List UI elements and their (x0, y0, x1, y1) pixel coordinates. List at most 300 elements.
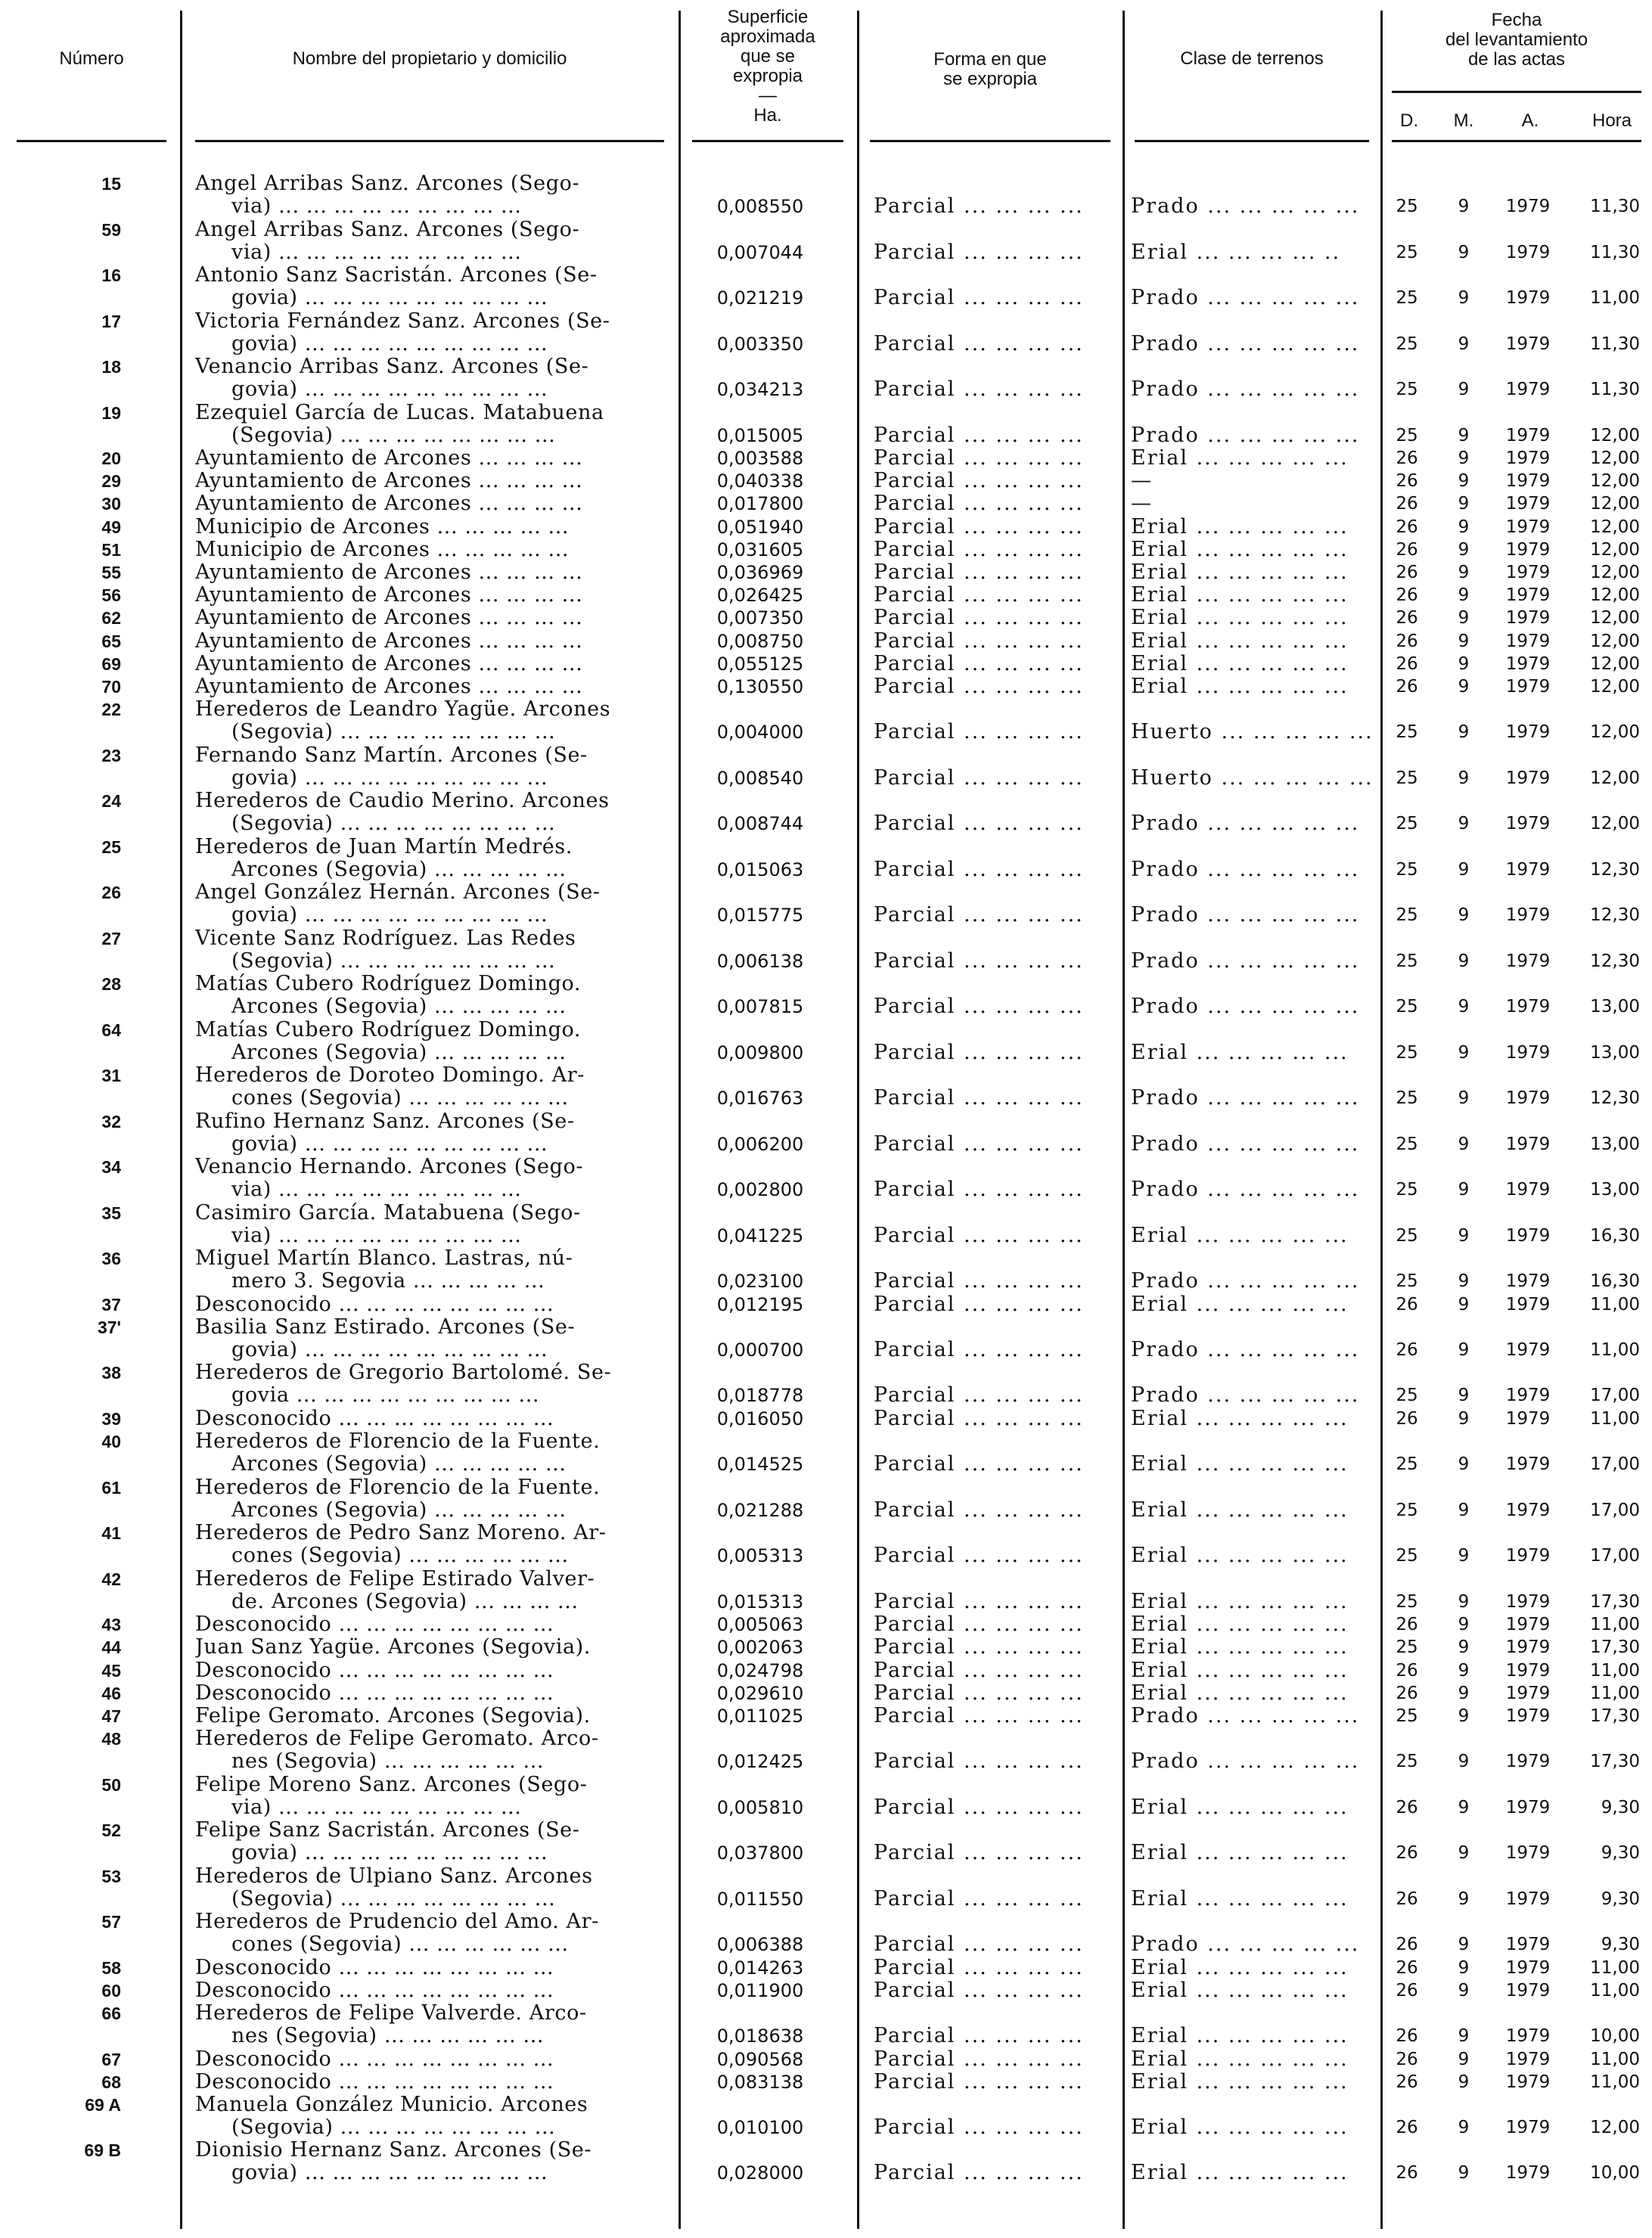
owner-name-line: Venancio Arribas Sanz. Arcones (Se- (195, 355, 589, 378)
owner-address-line: (Segovia) ... ... ... ... ... ... ... ... (231, 423, 556, 447)
table-row (0, 1705, 1652, 1727)
surface-value: 0,005063 (716, 1614, 804, 1636)
owner-address-line: govia) ... ... ... ... ... ... ... ... ... (231, 903, 548, 927)
surface-value: 0,002800 (716, 1179, 804, 1201)
date-year: 1979 (1505, 2163, 1551, 2184)
owner-name-line: Angel Arribas Sanz. Arcones (Sego- (195, 218, 580, 241)
time-hour: 9,30 (1601, 1935, 1640, 1955)
date-year: 1979 (1505, 951, 1551, 971)
owner-name (195, 1568, 672, 1613)
date-month: 9 (1458, 585, 1470, 606)
header-forma-line: Forma en que (933, 49, 1047, 70)
surface-value: 0,031605 (716, 539, 804, 560)
time-hour: 12,00 (1590, 471, 1640, 492)
date-month: 9 (1458, 631, 1470, 651)
date-month: 9 (1458, 814, 1470, 834)
date-month: 9 (1458, 1843, 1470, 1864)
table-row (0, 561, 1652, 584)
expropiation-form: Parcial ... ... ... ... (874, 2161, 1084, 2185)
owner-address-line: via) ... ... ... ... ... ... ... ... ... (231, 194, 522, 218)
table-row (0, 470, 1652, 492)
row-number: 67 (101, 2049, 121, 2069)
header-fecha-line: del levantamiento (1445, 29, 1588, 50)
surface-value: 0,018778 (716, 1385, 804, 1407)
date-day: 25 (1396, 1591, 1418, 1612)
row-number: 29 (101, 471, 121, 492)
expropiation-form: Parcial ... ... ... ... (874, 1040, 1084, 1064)
row-number: 51 (101, 539, 121, 560)
surface-value: 0,008744 (716, 813, 804, 835)
date-day: 26 (1396, 1294, 1418, 1315)
owner-name-line: Desconocido ... ... ... ... ... ... ... ... (195, 1956, 554, 1979)
expropiation-form: Parcial ... ... ... ... (874, 492, 1084, 516)
time-hour: 11,00 (1590, 1408, 1640, 1429)
time-hour: 17,30 (1590, 1706, 1640, 1726)
table-row (0, 1911, 1652, 1956)
expropiation-form: Parcial ... ... ... ... (874, 1086, 1084, 1110)
table-row (0, 2002, 1652, 2047)
owner-name (195, 1156, 672, 1201)
date-day: 26 (1396, 1339, 1418, 1360)
owner-name (195, 561, 672, 584)
time-hour: 17,30 (1590, 1591, 1640, 1612)
owner-name (195, 172, 672, 218)
date-month: 9 (1458, 1134, 1470, 1154)
expropiation-form: Parcial ... ... ... ... (874, 331, 1084, 355)
expropiation-form: Parcial ... ... ... ... (874, 1795, 1084, 1819)
surface-value: 0,041225 (716, 1225, 804, 1246)
owner-name-line: Herederos de Florencio de la Fuente. (195, 1476, 601, 1499)
table-row (0, 1727, 1652, 1773)
date-year: 1979 (1505, 722, 1551, 743)
owner-address-line: nes (Segovia) ... ... ... ... ... ... (231, 2024, 545, 2047)
expropiation-form: Parcial ... ... ... ... (874, 423, 1084, 447)
table-row (0, 2094, 1652, 2139)
time-hour: 11,00 (1590, 1980, 1640, 2001)
row-number: 69 A (85, 2094, 121, 2115)
surface-value: 0,003350 (716, 333, 804, 355)
owner-name-line: Ayuntamiento de Arcones ... ... ... ... (195, 675, 583, 698)
owner-name (195, 1659, 672, 1682)
date-year: 1979 (1505, 1935, 1551, 1955)
date-day: 25 (1396, 1637, 1418, 1658)
expropiation-form: Parcial ... ... ... ... (874, 812, 1084, 836)
owner-address-line: via) ... ... ... ... ... ... ... ... ... (231, 240, 522, 264)
table-row (0, 1819, 1652, 1864)
date-month: 9 (1458, 425, 1470, 445)
expropiation-form: Parcial ... ... ... ... (874, 629, 1084, 653)
surface-value: 0,021288 (716, 1499, 804, 1521)
date-day: 26 (1396, 2163, 1418, 2184)
table-row (0, 447, 1652, 470)
table-row (0, 1979, 1652, 2002)
owner-name-line: Angel Arribas Sanz. Arcones (Sego- (195, 172, 580, 195)
date-year: 1979 (1505, 608, 1551, 629)
surface-value: 0,015005 (716, 424, 804, 446)
time-hour: 12,00 (1590, 814, 1640, 834)
row-number: 24 (101, 791, 121, 812)
date-month: 9 (1458, 197, 1470, 216)
owner-name (195, 2048, 672, 2071)
owner-name-line: Felipe Sanz Sacristán. Arcones (Se- (195, 1819, 580, 1842)
date-year: 1979 (1505, 2117, 1551, 2137)
time-hour: 13,00 (1590, 997, 1640, 1017)
table-row (0, 1156, 1652, 1201)
land-class: Prado ... ... ... ... ... (1131, 1337, 1360, 1361)
date-year: 1979 (1505, 1408, 1551, 1429)
owner-name (195, 1247, 672, 1293)
owner-address-line: via) ... ... ... ... ... ... ... ... ... (231, 1795, 522, 1819)
surface-value: 0,010100 (716, 2116, 804, 2138)
date-month: 9 (1458, 517, 1470, 537)
date-day: 26 (1396, 2072, 1418, 2092)
owner-name (195, 630, 672, 653)
owner-name (195, 1613, 672, 1636)
date-year: 1979 (1505, 2026, 1551, 2046)
owner-name (195, 1865, 672, 1911)
date-day: 25 (1396, 859, 1418, 880)
date-month: 9 (1458, 1980, 1470, 2001)
time-hour: 17,30 (1590, 1752, 1640, 1772)
owner-name (195, 2094, 672, 2139)
date-year: 1979 (1505, 1660, 1551, 1681)
row-number: 31 (101, 1066, 121, 1086)
header-underline (1392, 140, 1641, 142)
date-day: 25 (1396, 997, 1418, 1017)
owner-name-line: Manuela González Municio. Arcones (195, 2093, 588, 2116)
surface-value: 0,006200 (716, 1133, 804, 1155)
land-class: Erial ... ... ... ... ... (1131, 1613, 1349, 1637)
row-number: 55 (101, 563, 121, 582)
row-number: 36 (101, 1249, 121, 1269)
time-hour: 9,30 (1601, 1797, 1640, 1817)
surface-value: 0,017800 (716, 493, 804, 515)
land-class: Erial ... ... ... ... ... (1131, 606, 1349, 630)
date-year: 1979 (1505, 517, 1551, 537)
land-class: Erial ... ... ... ... ... (1131, 1292, 1349, 1316)
time-hour: 12,00 (1590, 631, 1640, 651)
land-class: Erial ... ... ... ... ... (1131, 1452, 1349, 1476)
date-year: 1979 (1505, 334, 1551, 354)
owner-name (195, 1316, 672, 1361)
date-day: 26 (1396, 1660, 1418, 1681)
owner-name (195, 447, 672, 470)
surface-value: 0,015775 (716, 905, 804, 927)
row-number: 40 (101, 1432, 121, 1452)
date-month: 9 (1458, 2163, 1470, 2184)
time-hour: 17,30 (1590, 1637, 1640, 1658)
surface-value: 0,018638 (716, 2025, 804, 2047)
owner-address-line: govia) ... ... ... ... ... ... ... ... ... (231, 1841, 548, 1865)
date-year: 1979 (1505, 288, 1551, 308)
date-day: 25 (1396, 1546, 1418, 1566)
date-day: 25 (1396, 1454, 1418, 1475)
date-day: 26 (1396, 631, 1418, 651)
date-year: 1979 (1505, 2049, 1551, 2069)
date-month: 9 (1458, 334, 1470, 354)
time-hour: 13,00 (1590, 1042, 1640, 1063)
owner-name (195, 539, 672, 561)
owner-name (195, 402, 672, 447)
owner-address-line: nes (Segovia) ... ... ... ... ... ... (231, 1749, 545, 1774)
owner-address-line: Arcones (Segovia) ... ... ... ... ... (231, 1040, 567, 1064)
date-month: 9 (1458, 563, 1470, 582)
owner-name-line: Desconocido ... ... ... ... ... ... ... ... (195, 1407, 554, 1430)
surface-value: 0,005313 (716, 1545, 804, 1567)
land-class: Erial ... ... ... ... ... (1131, 2161, 1349, 2185)
time-hour: 13,00 (1590, 1134, 1640, 1154)
surface-value: 0,007350 (716, 607, 804, 629)
surface-value: 0,009800 (716, 1041, 804, 1063)
expropiation-form: Parcial ... ... ... ... (874, 469, 1084, 493)
expropiation-form: Parcial ... ... ... ... (874, 903, 1084, 927)
date-month: 9 (1458, 1386, 1470, 1406)
land-class: Prado ... ... ... ... ... (1131, 1086, 1360, 1110)
date-month: 9 (1458, 2072, 1470, 2092)
table-row (0, 172, 1652, 218)
date-day: 26 (1396, 471, 1418, 492)
owner-name (195, 1408, 672, 1430)
row-number: 59 (101, 219, 121, 240)
date-year: 1979 (1505, 1591, 1551, 1612)
expropiation-form: Parcial ... ... ... ... (874, 948, 1084, 973)
land-class: Erial ... ... ... ... ... (1131, 1635, 1349, 1659)
land-class: Erial ... ... ... ... ... (1131, 1544, 1349, 1568)
surface-value: 0,028000 (716, 2162, 804, 2184)
date-year: 1979 (1505, 242, 1551, 262)
date-day: 25 (1396, 425, 1418, 445)
row-number: 35 (101, 1203, 121, 1223)
owner-name-line: Desconocido ... ... ... ... ... ... ... ... (195, 2047, 554, 2071)
row-number: 43 (101, 1615, 121, 1635)
date-year: 1979 (1505, 425, 1551, 445)
date-day: 26 (1396, 1843, 1418, 1864)
row-number: 58 (101, 1957, 121, 1978)
date-month: 9 (1458, 951, 1470, 971)
row-number: 16 (101, 265, 121, 285)
land-class: Erial ... ... ... ... ... (1131, 446, 1349, 470)
header-underline (195, 140, 664, 142)
date-day: 26 (1396, 2049, 1418, 2069)
header-forma-line: se expropia (942, 69, 1038, 89)
date-year: 1979 (1505, 997, 1551, 1017)
surface-value: 0,029610 (716, 1682, 804, 1704)
owner-name-line: Herederos de Pedro Sanz Moreno. Ar- (195, 1522, 607, 1545)
row-number: 69 B (84, 2140, 121, 2161)
owner-address-line: cones (Segovia) ... ... ... ... ... ... (231, 1544, 569, 1568)
owner-address-line: Arcones (Segovia) ... ... ... ... ... (231, 1452, 567, 1476)
date-day: 26 (1396, 1615, 1418, 1635)
owner-name (195, 1202, 672, 1247)
date-day: 25 (1396, 242, 1418, 262)
owner-name-line: Antonio Sanz Sacristán. Arcones (Se- (195, 264, 598, 287)
date-month: 9 (1458, 449, 1470, 468)
time-hour: 12,00 (1590, 2117, 1640, 2137)
date-year: 1979 (1505, 1294, 1551, 1315)
date-year: 1979 (1505, 1454, 1551, 1475)
surface-value: 0,040338 (716, 470, 804, 492)
owner-name (195, 836, 672, 881)
row-number: 50 (101, 1774, 121, 1795)
owner-address-line: govia) ... ... ... ... ... ... ... ... ... (231, 286, 548, 309)
expropiation-form: Parcial ... ... ... ... (874, 651, 1084, 675)
owner-address-line: cones (Segovia) ... ... ... ... ... ... (231, 1086, 569, 1110)
owner-name-line: Ayuntamiento de Arcones ... ... ... ... (195, 652, 583, 675)
date-month: 9 (1458, 380, 1470, 399)
header-hora: Hora (1591, 110, 1632, 131)
date-year: 1979 (1505, 653, 1551, 674)
owner-name (195, 675, 672, 698)
time-hour: 11,30 (1590, 197, 1640, 216)
header-fecha-line: Fecha (1491, 10, 1542, 30)
land-class: Erial ... ... ... ... ... (1131, 537, 1349, 561)
surface-value: 0,004000 (716, 722, 804, 743)
land-class: Prado ... ... ... ... ... (1131, 812, 1360, 836)
row-number: 56 (101, 585, 121, 606)
table-row (0, 836, 1652, 881)
surface-value: 0,130550 (716, 676, 804, 697)
owner-name (195, 1957, 672, 1979)
date-day: 25 (1396, 768, 1418, 788)
date-day: 26 (1396, 1980, 1418, 2001)
date-day: 25 (1396, 334, 1418, 354)
date-month: 9 (1458, 1660, 1470, 1681)
expropiation-form: Parcial ... ... ... ... (874, 2024, 1084, 2047)
date-year: 1979 (1505, 768, 1551, 788)
table-row (0, 1247, 1652, 1293)
owner-name-line: Juan Sanz Yagüe. Arcones (Segovia). (195, 1636, 591, 1659)
table-row (0, 1019, 1652, 1064)
owner-name-line: Ayuntamiento de Arcones ... ... ... ... (195, 470, 583, 493)
table-row (0, 2139, 1652, 2184)
date-year: 1979 (1505, 1500, 1551, 1520)
expropiation-form: Parcial ... ... ... ... (874, 1681, 1084, 1705)
row-number: 65 (101, 631, 121, 651)
land-class: Prado ... ... ... ... ... (1131, 194, 1360, 218)
header-numero: Número (59, 48, 124, 69)
surface-value: 0,023100 (716, 1271, 804, 1293)
expropiation-form: Parcial ... ... ... ... (874, 1406, 1084, 1430)
table-row (0, 881, 1652, 927)
expropiation-form: Parcial ... ... ... ... (874, 1613, 1084, 1637)
row-number: 38 (101, 1363, 121, 1383)
time-hour: 16,30 (1590, 1271, 1640, 1292)
owner-name-line: Herederos de Florencio de la Fuente. (195, 1430, 601, 1454)
table-row (0, 310, 1652, 355)
owner-name-line: Desconocido ... ... ... ... ... ... ... ... (195, 1681, 554, 1705)
table-row (0, 630, 1652, 653)
time-hour: 10,00 (1590, 2163, 1640, 2184)
land-class: Prado ... ... ... ... ... (1131, 1269, 1360, 1293)
owner-name (195, 1705, 672, 1727)
expropiation-form: Parcial ... ... ... ... (874, 720, 1084, 744)
owner-name-line: Herederos de Ulpiano Sanz. Arcones (195, 1864, 593, 1888)
time-hour: 12,00 (1590, 585, 1640, 606)
owner-name (195, 1476, 672, 1522)
expropiation-form: Parcial ... ... ... ... (874, 1978, 1084, 2002)
table-row (0, 2048, 1652, 2071)
surface-value: 0,011025 (716, 1705, 804, 1727)
land-class: Erial ... ... ... ... ... (1131, 1681, 1349, 1705)
owner-address-line: (Segovia) ... ... ... ... ... ... ... ... (231, 812, 556, 836)
owner-name (195, 698, 672, 743)
date-year: 1979 (1505, 2072, 1551, 2092)
date-month: 9 (1458, 1180, 1470, 1200)
land-class: — (1131, 492, 1153, 516)
land-class: Erial ... ... ... ... ... (1131, 1223, 1349, 1247)
table-row (0, 744, 1652, 790)
time-hour: 17,00 (1590, 1500, 1640, 1520)
surface-value: 0,037800 (716, 1842, 804, 1864)
land-class: Erial ... ... ... ... ... (1131, 1886, 1349, 1911)
surface-value: 0,000700 (716, 1339, 804, 1361)
header-superficie-unit: Ha. (753, 105, 782, 126)
owner-name-line: Desconocido ... ... ... ... ... ... ... ... (195, 1613, 554, 1637)
row-number: 20 (101, 449, 121, 468)
owner-name (195, 653, 672, 675)
date-year: 1979 (1505, 677, 1551, 697)
date-day: 26 (1396, 539, 1418, 560)
owner-name-line: Ezequiel García de Lucas. Matabuena (195, 401, 604, 424)
date-month: 9 (1458, 997, 1470, 1017)
date-year: 1979 (1505, 1843, 1551, 1864)
time-hour: 12,00 (1590, 517, 1640, 537)
time-hour: 12,00 (1590, 722, 1640, 743)
owner-name (195, 1522, 672, 1567)
owner-name (195, 1727, 672, 1773)
time-hour: 11,00 (1590, 1660, 1640, 1681)
surface-value: 0,012195 (716, 1293, 804, 1315)
header-superficie-line: Superficie (727, 7, 809, 27)
date-day: 26 (1396, 1957, 1418, 1978)
date-year: 1979 (1505, 814, 1551, 834)
owner-address-line: Arcones (Segovia) ... ... ... ... ... (231, 1498, 567, 1522)
date-year: 1979 (1505, 1088, 1551, 1109)
surface-value: 0,007815 (716, 996, 804, 1018)
row-number: 17 (101, 311, 121, 331)
row-number: 57 (101, 1912, 121, 1932)
header-underline (692, 140, 843, 142)
row-number: 39 (101, 1408, 121, 1429)
land-class: Prado ... ... ... ... ... (1131, 903, 1360, 927)
expropiation-form: Parcial ... ... ... ... (874, 1269, 1084, 1293)
date-month: 9 (1458, 1294, 1470, 1315)
land-class: Erial ... ... ... ... ... (1131, 2115, 1349, 2139)
expropiation-form: Parcial ... ... ... ... (874, 675, 1084, 698)
expropiation-form: Parcial ... ... ... ... (874, 1292, 1084, 1316)
date-year: 1979 (1505, 1683, 1551, 1703)
owner-name (195, 2002, 672, 2047)
owner-name (195, 1682, 672, 1705)
date-year: 1979 (1505, 380, 1551, 399)
owner-address-line: (Segovia) ... ... ... ... ... ... ... ... (231, 1886, 556, 1911)
date-day: 26 (1396, 608, 1418, 629)
owner-name (195, 584, 672, 607)
date-year: 1979 (1505, 1180, 1551, 1200)
surface-value: 0,083138 (716, 2071, 804, 2093)
table-row (0, 1613, 1652, 1636)
expropiation-form: Parcial ... ... ... ... (874, 446, 1084, 470)
surface-value: 0,006138 (716, 950, 804, 972)
date-month: 9 (1458, 1637, 1470, 1658)
expropiation-form: Parcial ... ... ... ... (874, 1131, 1084, 1156)
date-year: 1979 (1505, 905, 1551, 926)
owner-name-line: Herederos de Prudencio del Amo. Ar- (195, 1911, 599, 1934)
date-year: 1979 (1505, 563, 1551, 582)
table-row (0, 653, 1652, 675)
expropiation-form: Parcial ... ... ... ... (874, 2069, 1084, 2094)
surface-value: 0,008540 (716, 767, 804, 789)
